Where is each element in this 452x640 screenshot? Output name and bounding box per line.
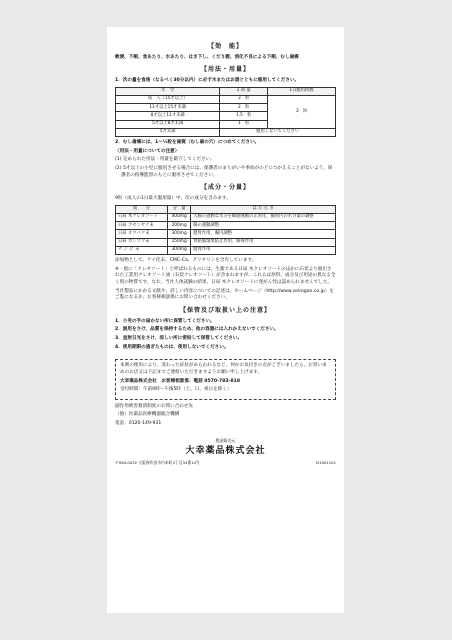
maker-footer (115, 460, 336, 466)
ingredients-footnote1: ※一般に「クレオソート」と呼ばれるものには、生薬である日局 木クレオソートのほかに石炭より抽出された工業用クレオソート油（石炭クレオソート）が含まれますが、これらは原料、成分及び用途の異なる全く別の物質です。なお、当社人体試験の結果、日局 木クレオソートに発がん性は認められませんでした。 (115, 266, 336, 285)
ingredient-name: チ ン ピ 末 (116, 246, 168, 254)
dosage-amount: 1.5 粒 (220, 112, 268, 120)
ingredient-action: 腸の運動調整 (191, 222, 336, 230)
maker-name: 大幸薬品株式会社 (185, 445, 266, 456)
ingredient-name: 日局 カンゾウ末 (116, 238, 168, 246)
table-row (116, 222, 336, 230)
ingredient-name: 日局 木クレオソート (116, 213, 168, 221)
dosage-header-times: 1日服用回数 (267, 87, 335, 95)
ingredient-amount: 400mg (168, 213, 191, 221)
maker-label: 製造販売元 (215, 437, 236, 443)
ingredient-action: 胃粘膜環境防止作用、解毒作用 (191, 238, 336, 246)
contact-hours: 受付時間：午前9時～午後5時（土、日、祝日を除く） (120, 387, 232, 393)
ingredient-action: 大腸の過剰な水分を蠕動運動の正常化、腸管内の水分量の調整 (191, 213, 336, 221)
efficacy-title: 【効 能】 (207, 43, 243, 50)
ingredient-amount: 200mg (168, 222, 191, 230)
ingredients-intro: 9粒（成人の1日最大服用量）中、次の成分を含みます。 (115, 195, 231, 201)
dosage-amount: 3 粒 (220, 95, 268, 103)
ingredients-additives: 添加物として、ケイ化末、CMC-Ca、グリセリンを含有しています。 (115, 257, 257, 263)
document-sheet (107, 27, 344, 613)
dosage-table (115, 87, 336, 137)
table-row (116, 238, 336, 246)
dosage-age: 8才以上11才未満 (116, 112, 220, 120)
storage-item-4: 4．使用期限の過ぎたものは、使用しないでください。 (115, 344, 229, 350)
contact-text: 本剤の使用により、変わった症状があらわれるなど、何かお気付きの点がございましたら、お買い求めのお店又は下記までご連絡いただきますようお願い申し上げます。 (120, 363, 327, 375)
dosage-age: 成 人（15才以上） (116, 95, 220, 103)
ingredients-title: 【成分・分量】 (200, 184, 250, 192)
ingredient-action: 健胃作用 (191, 246, 336, 254)
ingredient-amount: 300mg (168, 246, 191, 254)
ingredient-amount: 150mg (168, 238, 191, 246)
dosage-note1: (1) 定められた用法・用量を厳守してください。 (115, 157, 215, 163)
ingredient-name: 日局 オウバク末 (116, 230, 168, 238)
dosage-note2: (2) 5才以上の小児に服用させる場合には、保護者のまちがいや事故がのどにつかえることがないよう、保護者の指導監督のもとに服用させてください。 (115, 165, 333, 178)
ingredients-footnote2: 当社製品にかかる文献や、詳しい内容についての記述は、ホームページ（http://www.seirogan.co.jp）をご覧になるか、お客様相談係にお問い合わせください。 (115, 288, 334, 301)
ingredients-header-name: 成 分 (116, 205, 168, 213)
table-row (116, 128, 336, 136)
table-row (116, 230, 336, 238)
dosage-notes-title: 〈用法・用量についての注意〉 (115, 148, 180, 154)
storage-item-2: 2．誤用をさけ、品質を保持するため、他の容器には入れかえないでください。 (115, 327, 279, 333)
maker-address: 〒564-0032 大阪府吹田市内本町3丁目34番14号 (115, 459, 200, 465)
ingredient-name: 日局 アセンヤク末 (116, 222, 168, 230)
dosage-header-age: 年 令 (116, 87, 220, 95)
ingredients-table (115, 205, 336, 255)
ingredients-header-action: は た ら き (191, 205, 336, 213)
storage-item-1: 1．小児の手の届かない所に保管してください。 (115, 318, 215, 324)
dosage-amount: 服用しないでください (220, 128, 336, 136)
dosage-intro: 1．次の量を食後（なるべく30分以内）に必ず水またはお湯とともに服用してください。 (115, 78, 300, 84)
relief-line2: （独）医薬品医療機器総合機構 (115, 412, 180, 418)
relief-phone: 電話：0120-149-931 (115, 421, 162, 427)
contact-company-line: 大幸薬品株式会社 お客様相談係：電話 0570-783-818 (120, 378, 241, 384)
dosage-age: 5才以上8才未満 (116, 120, 220, 128)
storage-title: 【保管及び取扱い上の注意】 (179, 306, 271, 314)
ingredients-header-amount: 分 量 (168, 205, 191, 213)
dosage-title: 【用法・用量】 (200, 66, 250, 74)
contact-box (115, 359, 336, 400)
dosage-header-amount: 1 回 量 (220, 87, 268, 95)
dosage-times: 3 回 (267, 95, 335, 128)
storage-item-3: 3．直射日光をさけ、涼しい所に密栓して保管してください。 (115, 335, 243, 341)
ingredient-amount: 300mg (168, 230, 191, 238)
table-row (116, 246, 336, 254)
ingredient-action: 健胃作用、腸内調整 (191, 230, 336, 238)
document-content (115, 35, 336, 465)
efficacy-text: 軟便、下痢、食あたり、水あたり、はき下し、くだり腹、消化不良による下痢、むし歯痛 (115, 54, 299, 60)
dosage-amount: 1 粒 (220, 120, 268, 128)
maker-code: D1001101 (316, 459, 336, 465)
table-row (116, 213, 336, 221)
relief-line1: 副作用被害救済制度のお問い合わせ先 (115, 403, 194, 409)
dosage-age: 11才以上15才未満 (116, 104, 220, 112)
dosage-item2: 2．むし歯痛には、1～½粒を歯窩（むし歯の穴）につめてください。 (115, 140, 260, 145)
dosage-age: 5才未満 (116, 128, 220, 136)
dosage-amount: 2 粒 (220, 104, 268, 112)
table-row (116, 95, 336, 103)
